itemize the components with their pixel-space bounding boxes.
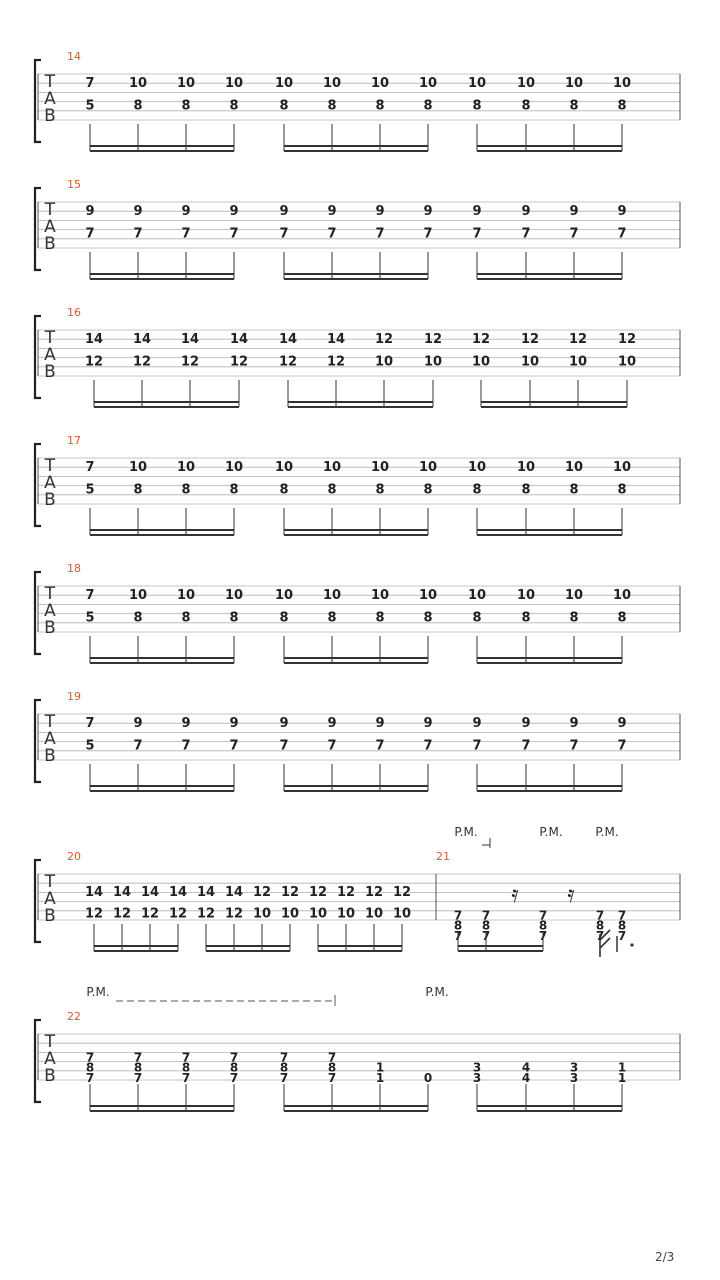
fret-number: 4	[521, 1070, 531, 1085]
fret-number: 8	[279, 482, 289, 498]
fret-number: 7	[538, 928, 548, 943]
fret-number: 14	[84, 332, 104, 348]
fret-number: 10	[252, 906, 272, 922]
fret-number: 8	[375, 98, 385, 114]
fret-number: 10	[274, 460, 294, 476]
fret-number: 14	[84, 885, 104, 901]
fret-number: 1	[617, 1060, 627, 1075]
fret-number: 9	[181, 204, 191, 220]
fret-number: 12	[278, 354, 298, 370]
fret-number: 10	[418, 76, 438, 92]
fret-number: 9	[229, 716, 239, 732]
fret-number: 10	[612, 460, 632, 476]
fret-number: 3	[472, 1060, 482, 1075]
fret-number: 10	[471, 354, 491, 370]
fret-number: 12	[168, 906, 188, 922]
tab-clef-t: T	[44, 872, 56, 892]
tab-clef-a: A	[44, 473, 56, 493]
fret-number: 9	[375, 204, 385, 220]
fret-number: 8	[569, 610, 579, 626]
fret-number: 8	[133, 98, 143, 114]
fret-number: 7	[375, 738, 385, 754]
fret-number: 7	[85, 716, 95, 732]
fret-number: 10	[176, 588, 196, 604]
fret-number: 10	[516, 76, 536, 92]
fret-number: 10	[176, 76, 196, 92]
fret-number: 9	[617, 716, 627, 732]
fret-number: 10	[336, 906, 356, 922]
fret-number: 7	[85, 460, 95, 476]
fret-number: 10	[308, 906, 328, 922]
fret-number: 10	[322, 588, 342, 604]
fret-number: 8	[375, 482, 385, 498]
fret-number: 10	[176, 460, 196, 476]
fret-number: 7	[181, 226, 191, 242]
fret-number: 7	[521, 226, 531, 242]
fret-number: 12	[520, 332, 540, 348]
fret-number: 12	[252, 885, 272, 901]
tab-clef-b: B	[44, 906, 56, 926]
fret-number: 5	[85, 738, 95, 754]
tab-clef-b: B	[44, 106, 56, 126]
fret-number: 7	[229, 738, 239, 754]
fret-number: 12	[374, 332, 394, 348]
fret-number: 5	[85, 482, 95, 498]
fret-number: 7	[229, 1050, 239, 1065]
fret-number: 8	[279, 1060, 289, 1075]
fret-number: 10	[516, 588, 536, 604]
fret-number: 7	[595, 928, 605, 943]
fret-number: 7	[569, 226, 579, 242]
fret-number: 10	[418, 460, 438, 476]
fret-number: 8	[423, 610, 433, 626]
fret-number: 9	[472, 716, 482, 732]
fret-number: 10	[564, 460, 584, 476]
fret-number: 7	[453, 908, 463, 923]
measure-number: 20	[67, 850, 81, 863]
fret-number: 8	[521, 482, 531, 498]
measure-number: 16	[67, 306, 81, 319]
fret-number: 7	[327, 738, 337, 754]
tab-clef-a: A	[44, 729, 56, 749]
fret-number: 12	[112, 906, 132, 922]
fret-number: 7	[521, 738, 531, 754]
fret-number: 7	[181, 1050, 191, 1065]
palm-mute-label: P.M.	[595, 825, 619, 839]
tab-clef-b: B	[44, 618, 56, 638]
fret-number: 7	[569, 738, 579, 754]
fret-number: 8	[617, 918, 627, 933]
fret-number: 7	[327, 1050, 337, 1065]
fret-number: 8	[327, 610, 337, 626]
fret-number: 7	[423, 738, 433, 754]
fret-number: 8	[569, 482, 579, 498]
palm-mute-label: P.M.	[425, 985, 449, 999]
fret-number: 7	[279, 226, 289, 242]
fret-number: 7	[481, 908, 491, 923]
fret-number: 1	[375, 1070, 385, 1085]
fret-number: 14	[196, 885, 216, 901]
fret-number: 1	[375, 1060, 385, 1075]
fret-number: 8	[279, 610, 289, 626]
measure-number: 22	[67, 1010, 81, 1023]
fret-number: 8	[327, 1060, 337, 1075]
fret-number: 3	[569, 1070, 579, 1085]
fret-number: 7	[85, 1070, 95, 1085]
fret-number: 9	[327, 204, 337, 220]
fret-number: 12	[364, 885, 384, 901]
fret-number: 7	[472, 738, 482, 754]
fret-number: 9	[617, 204, 627, 220]
tab-clef-b: B	[44, 490, 56, 510]
fret-number: 10	[374, 354, 394, 370]
fret-number: 9	[181, 716, 191, 732]
tab-clef-a: A	[44, 601, 56, 621]
fret-number: 1	[617, 1070, 627, 1085]
fret-number: 10	[617, 354, 637, 370]
fret-number: 10	[370, 460, 390, 476]
fret-number: 8	[569, 98, 579, 114]
fret-number: 7	[85, 1050, 95, 1065]
tab-clef-t: T	[44, 1032, 56, 1052]
fret-number: 12	[336, 885, 356, 901]
fret-number: 9	[85, 204, 95, 220]
fret-number: 14	[180, 332, 200, 348]
fret-number: 7	[423, 226, 433, 242]
fret-number: 7	[617, 928, 627, 943]
sixteenth-rest: 𝄿	[567, 880, 575, 908]
fret-number: 8	[617, 482, 627, 498]
fret-number: 8	[423, 482, 433, 498]
fret-number: 7	[481, 928, 491, 943]
dot	[630, 943, 633, 946]
fret-number: 8	[375, 610, 385, 626]
fret-number: 9	[521, 716, 531, 732]
fret-number: 12	[180, 354, 200, 370]
fret-number: 10	[370, 588, 390, 604]
fret-number: 8	[453, 918, 463, 933]
tab-clef-b: B	[44, 746, 56, 766]
fret-number: 8	[181, 482, 191, 498]
fret-number: 10	[612, 76, 632, 92]
fret-number: 10	[568, 354, 588, 370]
fret-number: 10	[274, 588, 294, 604]
fret-number: 9	[375, 716, 385, 732]
fret-number: 7	[375, 226, 385, 242]
fret-number: 8	[327, 98, 337, 114]
fret-number: 10	[322, 460, 342, 476]
tab-clef-t: T	[44, 200, 56, 220]
fret-number: 8	[481, 918, 491, 933]
fret-number: 10	[612, 588, 632, 604]
fret-number: 14	[278, 332, 298, 348]
fret-number: 12	[280, 885, 300, 901]
fret-number: 8	[617, 610, 627, 626]
fret-number: 7	[229, 1070, 239, 1085]
fret-number: 8	[229, 482, 239, 498]
fret-number: 12	[308, 885, 328, 901]
fret-number: 8	[595, 918, 605, 933]
fret-number: 7	[327, 226, 337, 242]
fret-number: 10	[322, 76, 342, 92]
fret-number: 12	[617, 332, 637, 348]
tab-clef-a: A	[44, 89, 56, 109]
fret-number: 9	[521, 204, 531, 220]
fret-number: 10	[128, 588, 148, 604]
tab-clef-t: T	[44, 328, 56, 348]
fret-number: 7	[181, 738, 191, 754]
fret-number: 7	[133, 226, 143, 242]
fret-number: 12	[392, 885, 412, 901]
fret-number: 10	[370, 76, 390, 92]
fret-number: 8	[181, 1060, 191, 1075]
measure-number: 19	[67, 690, 81, 703]
fret-number: 9	[279, 716, 289, 732]
fret-number: 7	[133, 738, 143, 754]
tab-clef-t: T	[44, 712, 56, 732]
fret-number: 8	[327, 482, 337, 498]
fret-number: 8	[229, 1060, 239, 1075]
fret-number: 8	[472, 610, 482, 626]
fret-number: 7	[327, 1070, 337, 1085]
fret-number: 3	[472, 1070, 482, 1085]
fret-number: 9	[327, 716, 337, 732]
tab-clef-a: A	[44, 345, 56, 365]
tab-clef-a: A	[44, 1049, 56, 1069]
fret-number: 8	[472, 98, 482, 114]
fret-number: 12	[229, 354, 249, 370]
fret-number: 9	[423, 716, 433, 732]
fret-number: 7	[133, 1070, 143, 1085]
fret-number: 14	[168, 885, 188, 901]
fret-number: 7	[279, 1050, 289, 1065]
fret-number: 8	[133, 482, 143, 498]
fret-number: 8	[472, 482, 482, 498]
fret-number: 5	[85, 98, 95, 114]
fret-number: 8	[181, 98, 191, 114]
tab-clef-t: T	[44, 584, 56, 604]
fret-number: 8	[229, 610, 239, 626]
fret-number: 9	[133, 204, 143, 220]
fret-number: 7	[617, 738, 627, 754]
fret-number: 7	[595, 908, 605, 923]
fret-number: 12	[196, 906, 216, 922]
measure-number: 14	[67, 50, 81, 63]
fret-number: 10	[274, 76, 294, 92]
fret-number: 7	[85, 588, 95, 604]
fret-number: 9	[569, 716, 579, 732]
measure-number: 17	[67, 434, 81, 447]
fret-number: 7	[617, 908, 627, 923]
fret-number: 12	[471, 332, 491, 348]
fret-number: 12	[224, 906, 244, 922]
fret-number: 7	[181, 1070, 191, 1085]
palm-mute-label: P.M.	[86, 985, 110, 999]
tab-clef-b: B	[44, 362, 56, 382]
fret-number: 8	[133, 1060, 143, 1075]
fret-number: 9	[423, 204, 433, 220]
fret-number: 10	[418, 588, 438, 604]
fret-number: 10	[224, 460, 244, 476]
fret-number: 7	[279, 738, 289, 754]
fret-number: 9	[229, 204, 239, 220]
fret-number: 8	[521, 98, 531, 114]
tab-clef-a: A	[44, 217, 56, 237]
fret-number: 10	[280, 906, 300, 922]
fret-number: 9	[133, 716, 143, 732]
fret-number: 7	[229, 226, 239, 242]
fret-number: 9	[279, 204, 289, 220]
fret-number: 10	[128, 460, 148, 476]
fret-number: 12	[132, 354, 152, 370]
fret-number: 10	[467, 76, 487, 92]
fret-number: 8	[521, 610, 531, 626]
fret-number: 10	[564, 588, 584, 604]
fret-number: 0	[423, 1070, 433, 1085]
fret-number: 5	[85, 610, 95, 626]
fret-number: 3	[569, 1060, 579, 1075]
fret-number: 14	[326, 332, 346, 348]
palm-mute-label: P.M.	[454, 825, 478, 839]
fret-number: 7	[453, 928, 463, 943]
fret-number: 8	[133, 610, 143, 626]
measure-number: 18	[67, 562, 81, 575]
fret-number: 8	[279, 98, 289, 114]
fret-number: 14	[229, 332, 249, 348]
measure-number: 21	[436, 850, 450, 863]
palm-mute-label: P.M.	[539, 825, 563, 839]
fret-number: 12	[84, 354, 104, 370]
fret-number: 10	[564, 76, 584, 92]
fret-number: 12	[326, 354, 346, 370]
tab-clef-b: B	[44, 1066, 56, 1086]
fret-number: 8	[617, 98, 627, 114]
fret-number: 10	[364, 906, 384, 922]
fret-number: 7	[279, 1070, 289, 1085]
fret-number: 7	[133, 1050, 143, 1065]
fret-number: 10	[423, 354, 443, 370]
fret-number: 8	[85, 1060, 95, 1075]
fret-number: 7	[85, 226, 95, 242]
fret-number: 10	[224, 588, 244, 604]
tab-clef-b: B	[44, 234, 56, 254]
fret-number: 8	[538, 918, 548, 933]
fret-number: 10	[128, 76, 148, 92]
fret-number: 8	[229, 98, 239, 114]
fret-number: 9	[472, 204, 482, 220]
fret-number: 10	[467, 588, 487, 604]
fret-number: 7	[617, 226, 627, 242]
measure-number: 15	[67, 178, 81, 191]
fret-number: 10	[392, 906, 412, 922]
fret-number: 10	[516, 460, 536, 476]
fret-number: 7	[538, 908, 548, 923]
fret-number: 14	[112, 885, 132, 901]
fret-number: 12	[568, 332, 588, 348]
fret-number: 9	[569, 204, 579, 220]
tab-clef-t: T	[44, 456, 56, 476]
fret-number: 10	[520, 354, 540, 370]
fret-number: 10	[467, 460, 487, 476]
fret-number: 14	[224, 885, 244, 901]
fret-number: 14	[140, 885, 160, 901]
fret-number: 7	[85, 76, 95, 92]
fret-number: 14	[132, 332, 152, 348]
tab-clef-a: A	[44, 889, 56, 909]
page-number: 2/3	[655, 1250, 675, 1264]
fret-number: 10	[224, 76, 244, 92]
fret-number: 12	[140, 906, 160, 922]
fret-number: 12	[84, 906, 104, 922]
fret-number: 8	[423, 98, 433, 114]
sixteenth-rest: 𝄿	[511, 880, 519, 908]
fret-number: 12	[423, 332, 443, 348]
fret-number: 8	[181, 610, 191, 626]
tab-clef-t: T	[44, 72, 56, 92]
fret-number: 7	[472, 226, 482, 242]
fret-number: 4	[521, 1060, 531, 1075]
